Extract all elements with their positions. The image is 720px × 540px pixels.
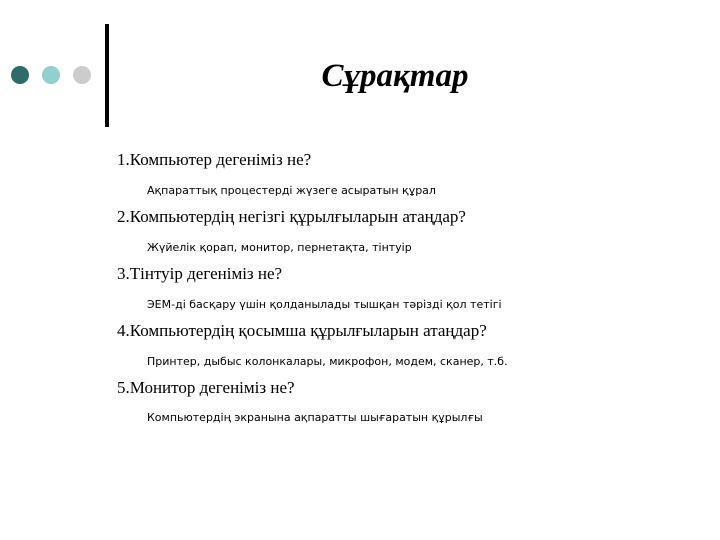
answer-2: Жүйелік қорап, монитор, пернетақта, тінтуір: [147, 241, 412, 254]
question-1: 1.Компьютер дегеніміз не?: [117, 150, 312, 169]
decorative-dot-light: [42, 66, 60, 84]
title-divider: [105, 24, 109, 127]
answer-1: Ақпараттық процестерді жүзеге асыратын құрал: [147, 184, 436, 197]
question-2: 2.Компьютердің негізгі құрылғыларын атаңдар?: [117, 207, 466, 226]
question-4: 4.Компьютердің қосымша құрылғыларын атаңдар?: [117, 321, 487, 340]
slide-title: Сұрақтар: [321, 58, 469, 94]
decorative-dot-dark: [11, 66, 29, 84]
answer-4: Принтер, дыбыс колонкалары, микрофон, модем, сканер, т.б.: [147, 355, 508, 368]
answer-5: Компьютердің экранына ақпаратты шығаратын құрылғы: [147, 411, 483, 424]
question-5: 5.Монитор дегеніміз не?: [117, 378, 295, 397]
answer-3: ЭЕМ-ді басқару үшін қолданылады тышқан тәрізді қол тетігі: [147, 298, 502, 311]
decorative-dot-gray: [73, 66, 91, 84]
question-3: 3.Тінтуір дегеніміз не?: [117, 264, 283, 283]
